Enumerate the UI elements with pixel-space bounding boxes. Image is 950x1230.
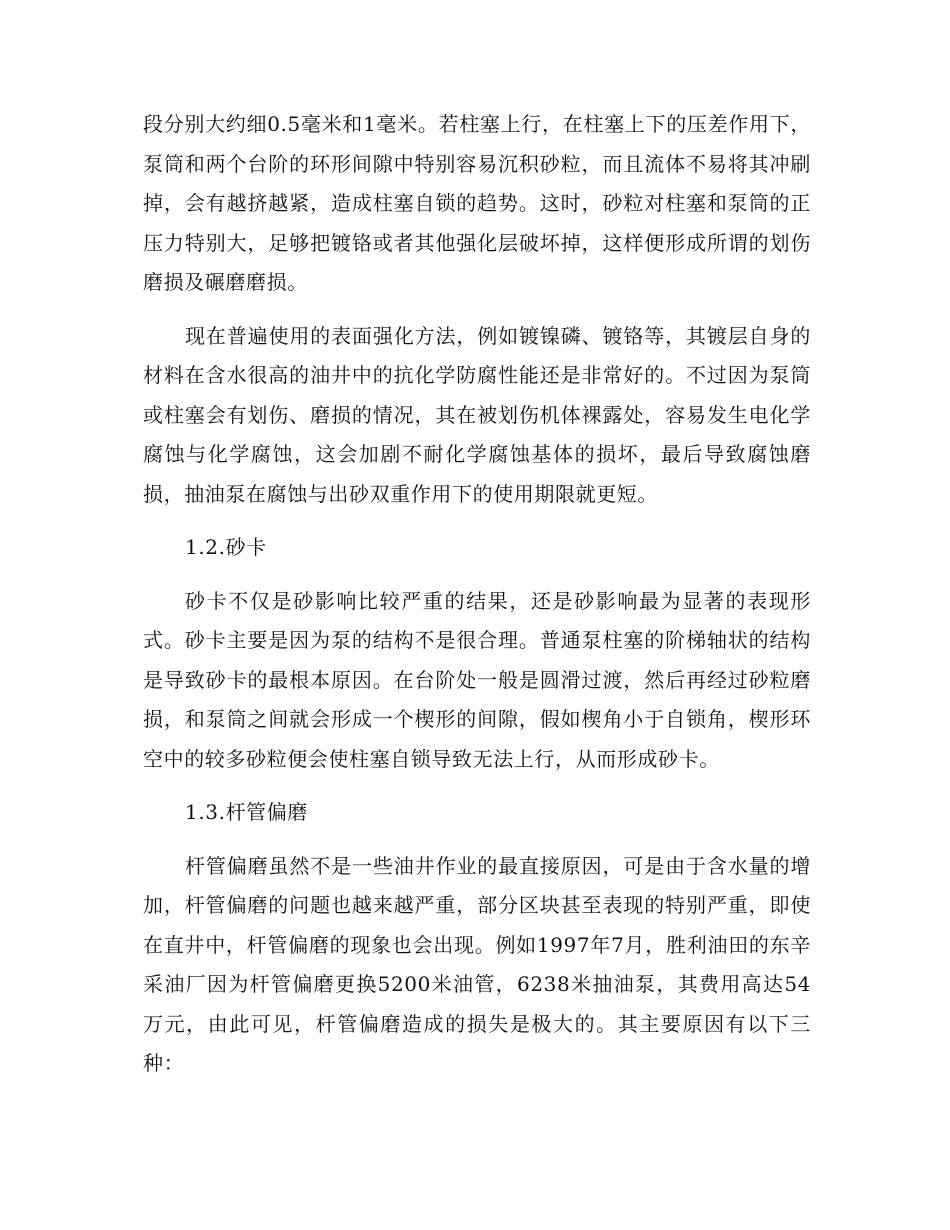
- paragraph-spacer: [143, 779, 811, 793]
- section-heading-sand-jam: 1.2.砂卡: [185, 535, 267, 559]
- paragraph-spacer: [143, 833, 811, 847]
- paragraph-spacer: [143, 568, 811, 582]
- paragraph-surface-strengthening: 现在普遍使用的表面强化方法，例如镀镍磷、镀铬等，其镀层自身的材料在含水很高的油井中的抗化学防腐性能还是非常好的。不过因为泵筒或柱塞会有划伤、磨损的情况，其在被划伤机体裸露处，容易发生电化学腐蚀与化学腐蚀，这会加剧不耐化学腐蚀基体的损坏，最后导致腐蚀磨损，抽油泵在腐蚀与出砂双重作用下的使用期限就更短。: [143, 323, 811, 506]
- section-heading-rod-tube-wear: 1.3.杆管偏磨: [185, 800, 308, 824]
- paragraph-rod-tube-wear: 杆管偏磨虽然不是一些油井作业的最直接原因，可是由于含水量的增加，杆管偏磨的问题也越来越严重，部分区块甚至表现的特别严重，即使在直井中，杆管偏磨的现象也会出现。例如1997年7月，胜利油田的东辛采油厂因为杆管偏磨更换5200米油管，6238米抽油泵，其费用高达54万元，由此可见，杆管偏磨造成的损失是极大的。其主要原因有以下三种：: [143, 853, 811, 1075]
- paragraph-sand-jam: 砂卡不仅是砂影响比较严重的结果，还是砂影响最为显著的表现形式。砂卡主要是因为泵的结构不是很合理。普通泵柱塞的阶梯轴状的结构是导致砂卡的最根本原因。在台阶处一般是圆滑过渡，然后再经过砂粒磨损，和泵筒之间就会形成一个楔形的间隙，假如楔角小于自锁角，楔形环空中的较多砂粒便会使柱塞自锁导致无法上行，从而形成砂卡。: [143, 588, 811, 771]
- paragraph-spacer: [143, 303, 811, 317]
- document-body: [143, 105, 811, 1084]
- paragraph-continued: 段分别大约细0.5毫米和1毫米。若柱塞上行，在柱塞上下的压差作用下，泵筒和两个台阶的环形间隙中特别容易沉积砂粒，而且流体不易将其冲刷掉，会有越挤越紧，造成柱塞自锁的趋势。这时，砂粒对柱塞和泵筒的正压力特别大，足够把镀铬或者其他强化层破坏掉，这样便形成所谓的划伤磨损及碾磨磨损。: [143, 112, 811, 294]
- paragraph-spacer: [143, 514, 811, 528]
